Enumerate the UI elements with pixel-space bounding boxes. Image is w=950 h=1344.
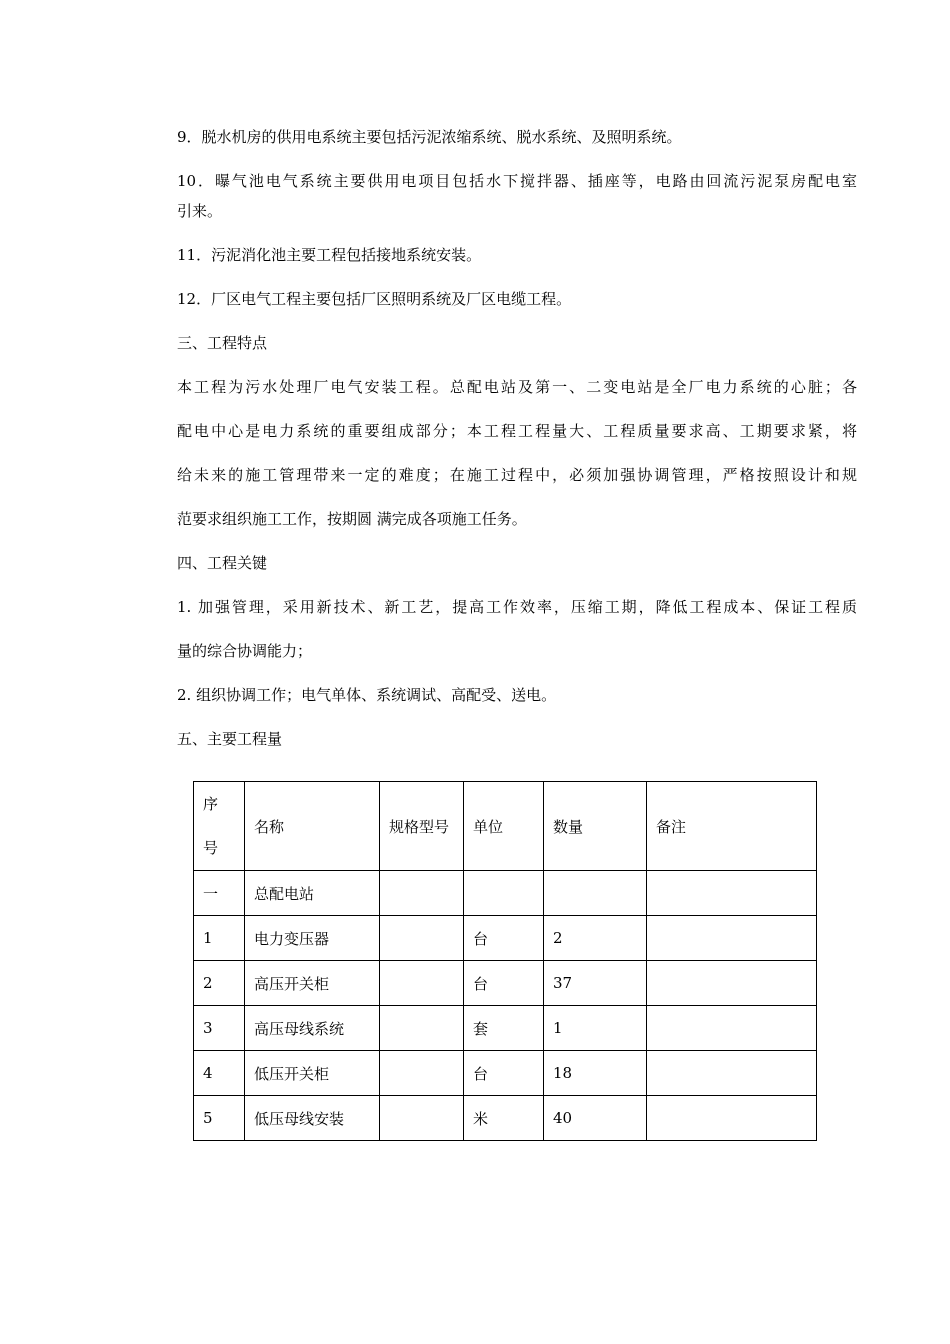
table-row [194, 1006, 817, 1051]
cell-unit: 台 [464, 1051, 544, 1096]
cell-note [647, 1096, 817, 1141]
cell-qty: 40 [544, 1096, 647, 1141]
table-row [194, 1096, 817, 1141]
cell-note [647, 1006, 817, 1051]
header-seq-part-1: 序 [203, 795, 219, 813]
key-point-1-line-2: 量的综合协调能力； [177, 642, 313, 660]
cell-note [647, 1051, 817, 1096]
cell-spec [380, 1051, 464, 1096]
section-heading-features: 三、工程特点 [177, 334, 268, 352]
header-note: 备注 [647, 782, 817, 871]
cell-spec [380, 916, 464, 961]
cell-note [647, 961, 817, 1006]
features-paragraph-line-1: 本工程为污水处理厂电气安装工程。总配电站及第一、二变电站是全厂电力系统的心脏；各 [177, 378, 857, 396]
cell-qty: 1 [544, 1006, 647, 1051]
key-point-1-line-1: 1. 加强管理，采用新技术、新工艺，提高工作效率，压缩工期，降低工程成本、保证工程质 [177, 598, 857, 616]
header-qty: 数量 [544, 782, 647, 871]
cell-seq: 1 [194, 916, 245, 961]
cell-spec [380, 1006, 464, 1051]
table-header-row [194, 782, 817, 871]
cell-note [647, 916, 817, 961]
cell-qty [544, 871, 647, 916]
cell-unit: 台 [464, 961, 544, 1006]
paragraph-item-10-line-1: 10．曝气池电气系统主要供用电项目包括水下搅拌器、插座等，电路由回流污泥泵房配电室 [177, 172, 857, 190]
table-row [194, 871, 817, 916]
document-body [177, 122, 857, 754]
cell-seq: 4 [194, 1051, 245, 1096]
features-paragraph-line-4: 范要求组织施工工作，按期圆 满完成各项施工任务。 [177, 510, 527, 528]
cell-qty: 37 [544, 961, 647, 1006]
header-seq [194, 782, 245, 871]
cell-name: 总配电站 [245, 871, 380, 916]
paragraph-item-12: 12．厂区电气工程主要包括厂区照明系统及厂区电缆工程。 [177, 290, 572, 308]
features-paragraph-line-3: 给未来的施工管理带来一定的难度；在施工过程中，必须加强协调管理，严格按照设计和规 [177, 466, 857, 484]
features-paragraph-line-2: 配电中心是电力系统的重要组成部分；本工程工程量大、工程质量要求高、工期要求紧，将 [177, 422, 857, 440]
key-point-2: 2. 组织协调工作；电气单体、系统调试、高配受、送电。 [177, 686, 557, 704]
section-heading-key-points: 四、工程关键 [177, 554, 268, 572]
cell-unit: 套 [464, 1006, 544, 1051]
header-seq-part-2: 号 [203, 839, 219, 857]
cell-spec [380, 1096, 464, 1141]
paragraph-item-10-line-2: 引来。 [177, 202, 223, 220]
section-heading-quantities: 五、主要工程量 [177, 730, 283, 748]
cell-name: 电力变压器 [245, 916, 380, 961]
cell-note [647, 871, 817, 916]
cell-seq: 5 [194, 1096, 245, 1141]
cell-qty: 18 [544, 1051, 647, 1096]
cell-name: 高压母线系统 [245, 1006, 380, 1051]
cell-name: 低压母线安装 [245, 1096, 380, 1141]
cell-qty: 2 [544, 916, 647, 961]
cell-seq: 3 [194, 1006, 245, 1051]
header-unit: 单位 [464, 782, 544, 871]
cell-spec [380, 961, 464, 1006]
table-row [194, 1051, 817, 1096]
header-name: 名称 [245, 782, 380, 871]
header-spec: 规格型号 [380, 782, 464, 871]
table-row [194, 916, 817, 961]
cell-spec [380, 871, 464, 916]
cell-unit: 台 [464, 916, 544, 961]
cell-unit [464, 871, 544, 916]
cell-seq: 一 [194, 871, 245, 916]
cell-name: 高压开关柜 [245, 961, 380, 1006]
paragraph-item-9: 9．脱水机房的供用电系统主要包括污泥浓缩系统、脱水系统、及照明系统。 [177, 128, 682, 146]
cell-unit: 米 [464, 1096, 544, 1141]
table-row [194, 961, 817, 1006]
cell-name: 低压开关柜 [245, 1051, 380, 1096]
paragraph-item-11: 11．污泥消化池主要工程包括接地系统安装。 [177, 246, 482, 264]
cell-seq: 2 [194, 961, 245, 1006]
quantities-table [193, 781, 817, 1141]
